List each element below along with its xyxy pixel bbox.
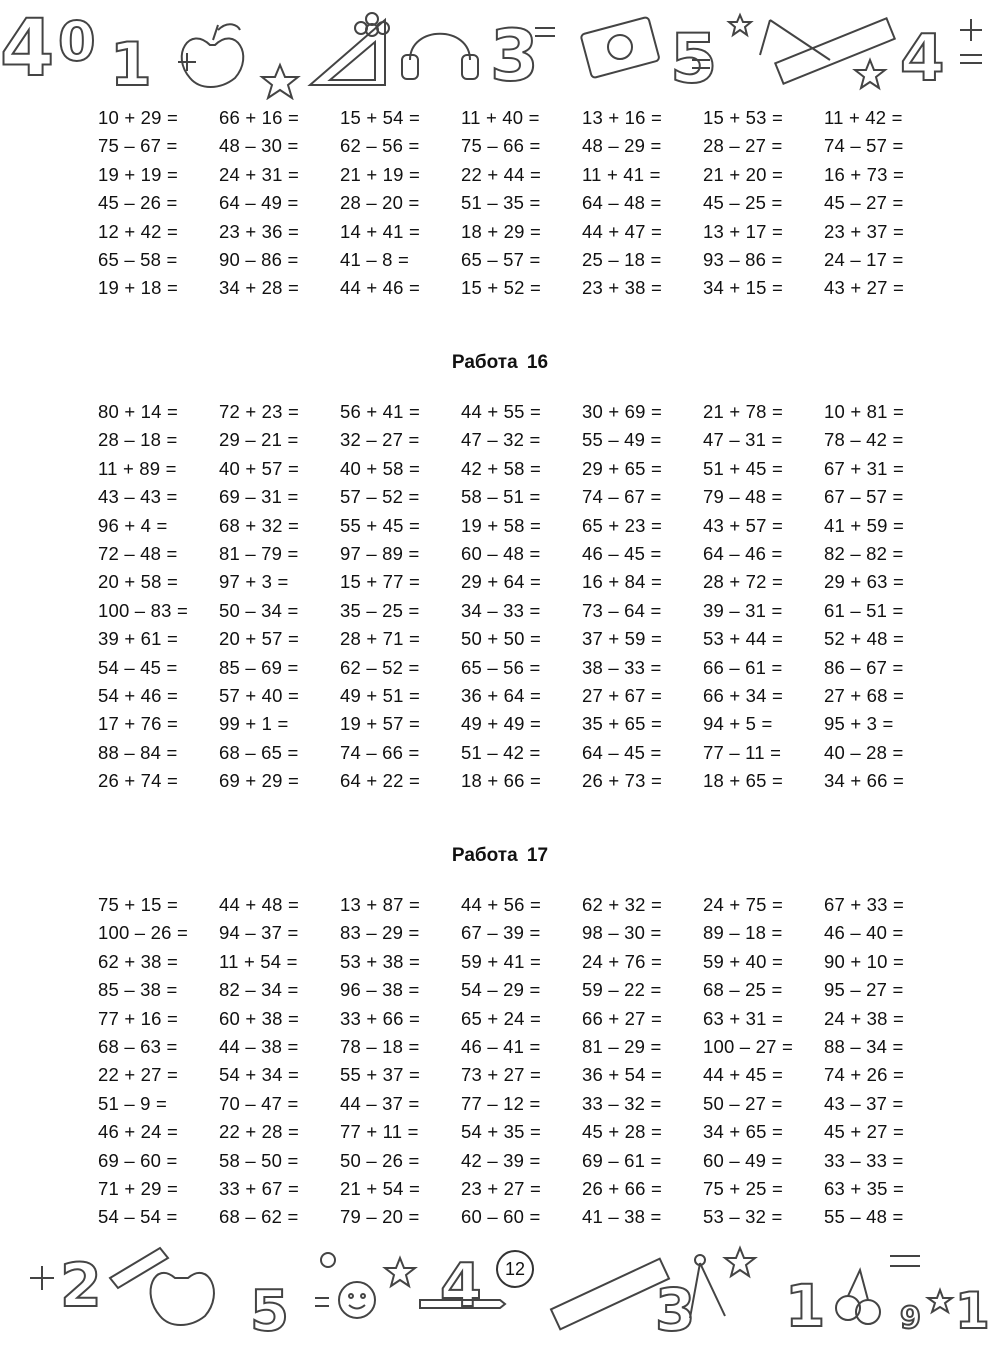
- exercise-item: 74 + 26 =: [824, 1064, 904, 1086]
- exercise-item: 64 – 49 =: [219, 192, 299, 214]
- exercise-item: 62 + 32 =: [582, 894, 662, 915]
- exercise-item: 24 – 17 =: [824, 248, 904, 270]
- exercise-item: 21 + 20 =: [703, 163, 783, 185]
- exercise-item: 88 – 84 =: [98, 741, 178, 763]
- exercise-grid-work-16: [98, 398, 958, 795]
- exercise-item: 50 + 50 =: [461, 628, 541, 650]
- exercise-item: 28 + 71 =: [340, 628, 420, 650]
- exercise-item: 13 + 87 =: [340, 894, 420, 915]
- exercise-item: 60 – 49 =: [703, 1149, 783, 1171]
- exercise-item: 90 + 10 =: [824, 950, 904, 972]
- exercise-item: 44 – 37 =: [340, 1092, 420, 1114]
- exercise-item: 65 – 56 =: [461, 656, 541, 678]
- svg-text:5: 5: [670, 20, 718, 99]
- exercise-item: 35 + 65 =: [582, 713, 662, 735]
- exercise-item: 60 + 38 =: [219, 1007, 299, 1029]
- exercise-item: 15 + 53 =: [703, 107, 783, 128]
- exercise-item: 40 – 28 =: [824, 741, 904, 763]
- exercise-item: 63 + 31 =: [703, 1007, 783, 1029]
- exercise-item: 100 – 83 =: [98, 599, 188, 621]
- exercise-item: 21 + 19 =: [340, 163, 420, 185]
- exercise-grid-work-17: [98, 891, 958, 1232]
- exercise-item: 33 – 33 =: [824, 1149, 904, 1171]
- exercise-item: 44 – 38 =: [219, 1035, 299, 1057]
- exercise-item: 37 + 59 =: [582, 628, 662, 650]
- exercise-item: 22 + 27 =: [98, 1064, 178, 1086]
- section-heading-work-17: Работа 17: [451, 845, 549, 866]
- exercise-item: 60 – 60 =: [461, 1206, 541, 1228]
- exercise-item: 13 + 17 =: [703, 220, 783, 242]
- exercise-item: 40 + 58 =: [340, 457, 420, 479]
- exercise-item: 23 + 36 =: [219, 220, 299, 242]
- exercise-item: 44 + 48 =: [219, 894, 299, 915]
- exercise-item: 41 – 8 =: [340, 248, 409, 270]
- exercise-item: 64 + 22 =: [340, 770, 420, 792]
- exercise-item: 62 – 52 =: [340, 656, 420, 678]
- exercise-item: 79 – 48 =: [703, 486, 783, 508]
- exercise-item: 34 + 28 =: [219, 277, 299, 299]
- exercise-item: 21 + 54 =: [340, 1177, 420, 1199]
- exercise-item: 72 – 48 =: [98, 542, 178, 564]
- exercise-item: 89 – 18 =: [703, 922, 783, 944]
- exercise-grid-continued: [98, 104, 958, 303]
- exercise-item: 57 – 52 =: [340, 486, 420, 508]
- exercise-item: 19 + 19 =: [98, 163, 178, 185]
- exercise-item: 73 – 64 =: [582, 599, 662, 621]
- exercise-item: 19 + 18 =: [98, 277, 178, 299]
- exercise-item: 51 – 35 =: [461, 192, 541, 214]
- exercise-item: 39 + 61 =: [98, 628, 178, 650]
- exercise-item: 23 + 38 =: [582, 277, 662, 299]
- exercise-item: 29 + 63 =: [824, 571, 904, 593]
- svg-text:1: 1: [110, 30, 152, 100]
- exercise-item: 13 + 16 =: [582, 107, 662, 128]
- exercise-item: 94 + 5 =: [703, 713, 773, 735]
- exercise-item: 45 – 27 =: [824, 192, 904, 214]
- exercise-item: 45 + 28 =: [582, 1121, 662, 1143]
- exercise-item: 28 + 72 =: [703, 571, 783, 593]
- exercise-item: 21 + 78 =: [703, 401, 783, 422]
- exercise-item: 56 + 41 =: [340, 401, 420, 422]
- exercise-item: 74 – 57 =: [824, 135, 904, 157]
- exercise-item: 46 – 41 =: [461, 1035, 541, 1057]
- exercise-item: 69 – 31 =: [219, 486, 299, 508]
- exercise-item: 54 – 54 =: [98, 1206, 178, 1228]
- exercise-item: 96 + 4 =: [98, 514, 168, 536]
- exercise-item: 11 + 89 =: [98, 457, 177, 479]
- exercise-item: 24 + 38 =: [824, 1007, 904, 1029]
- exercise-item: 46 – 40 =: [824, 922, 904, 944]
- exercise-item: 46 + 24 =: [98, 1121, 178, 1143]
- doodle-illustration: [0, 0, 1000, 100]
- exercise-item: 62 – 56 =: [340, 135, 420, 157]
- exercise-item: 26 + 74 =: [98, 770, 178, 792]
- exercise-item: 33 + 66 =: [340, 1007, 420, 1029]
- exercise-item: 75 – 66 =: [461, 135, 541, 157]
- top-decorative-banner: [0, 0, 1000, 100]
- exercise-item: 67 + 31 =: [824, 457, 904, 479]
- exercise-item: 68 + 32 =: [219, 514, 299, 536]
- exercise-item: 55 + 37 =: [340, 1064, 420, 1086]
- exercise-item: 100 – 26 =: [98, 922, 188, 944]
- exercise-item: 44 + 45 =: [703, 1064, 783, 1086]
- exercise-item: 48 – 30 =: [219, 135, 299, 157]
- exercise-item: 27 + 68 =: [824, 684, 904, 706]
- exercise-item: 75 + 15 =: [98, 894, 178, 915]
- exercise-item: 69 – 60 =: [98, 1149, 178, 1171]
- svg-text:4: 4: [900, 22, 945, 96]
- exercise-item: 90 – 86 =: [219, 248, 299, 270]
- exercise-item: 83 – 29 =: [340, 922, 420, 944]
- exercise-item: 44 + 46 =: [340, 277, 420, 299]
- exercise-item: 23 + 27 =: [461, 1177, 541, 1199]
- exercise-item: 10 + 81 =: [824, 401, 904, 422]
- exercise-item: 57 + 40 =: [219, 684, 299, 706]
- svg-text:3: 3: [655, 1276, 696, 1338]
- exercise-item: 11 + 54 =: [219, 950, 298, 972]
- exercise-item: 17 + 76 =: [98, 713, 178, 735]
- exercise-item: 15 + 77 =: [340, 571, 420, 593]
- exercise-item: 75 – 67 =: [98, 135, 178, 157]
- exercise-item: 54 + 46 =: [98, 684, 178, 706]
- exercise-item: 77 – 12 =: [461, 1092, 541, 1114]
- exercise-item: 95 + 3 =: [824, 713, 894, 735]
- exercise-item: 71 + 29 =: [98, 1177, 178, 1199]
- exercise-item: 32 – 27 =: [340, 429, 420, 451]
- exercise-item: 44 + 55 =: [461, 401, 541, 422]
- exercise-item: 46 – 45 =: [582, 542, 662, 564]
- exercise-item: 72 + 23 =: [219, 401, 299, 422]
- exercise-item: 34 + 66 =: [824, 770, 904, 792]
- exercise-item: 61 – 51 =: [824, 599, 904, 621]
- exercise-item: 50 – 26 =: [340, 1149, 420, 1171]
- exercise-item: 55 – 49 =: [582, 429, 662, 451]
- exercise-item: 59 – 22 =: [582, 979, 662, 1001]
- exercise-item: 43 – 37 =: [824, 1092, 904, 1114]
- exercise-item: 29 + 65 =: [582, 457, 662, 479]
- exercise-item: 63 + 35 =: [824, 1177, 904, 1199]
- exercise-item: 66 + 34 =: [703, 684, 783, 706]
- exercise-item: 85 – 69 =: [219, 656, 299, 678]
- exercise-item: 42 + 58 =: [461, 457, 541, 479]
- exercise-item: 62 + 38 =: [98, 950, 178, 972]
- exercise-item: 85 – 38 =: [98, 979, 178, 1001]
- exercise-item: 79 – 20 =: [340, 1206, 420, 1228]
- exercise-item: 67 + 33 =: [824, 894, 904, 915]
- exercise-item: 26 + 73 =: [582, 770, 662, 792]
- exercise-item: 54 – 45 =: [98, 656, 178, 678]
- exercise-item: 22 + 28 =: [219, 1121, 299, 1143]
- exercise-item: 16 + 84 =: [582, 571, 662, 593]
- exercise-item: 80 + 14 =: [98, 401, 178, 422]
- exercise-item: 24 + 75 =: [703, 894, 783, 915]
- exercise-item: 50 – 34 =: [219, 599, 299, 621]
- exercise-item: 22 + 44 =: [461, 163, 541, 185]
- page-number: 12: [496, 1250, 534, 1288]
- exercise-item: 58 – 50 =: [219, 1149, 299, 1171]
- exercise-item: 65 + 24 =: [461, 1007, 541, 1029]
- exercise-item: 78 – 42 =: [824, 429, 904, 451]
- exercise-item: 33 + 67 =: [219, 1177, 299, 1199]
- exercise-item: 50 – 27 =: [703, 1092, 783, 1114]
- exercise-item: 74 – 67 =: [582, 486, 662, 508]
- exercise-item: 86 – 67 =: [824, 656, 904, 678]
- exercise-item: 30 + 69 =: [582, 401, 662, 422]
- exercise-item: 64 – 46 =: [703, 542, 783, 564]
- exercise-item: 20 + 58 =: [98, 571, 178, 593]
- exercise-item: 35 – 25 =: [340, 599, 420, 621]
- exercise-item: 53 – 32 =: [703, 1206, 783, 1228]
- svg-text:4: 4: [440, 1251, 482, 1321]
- svg-text:3: 3: [490, 15, 539, 97]
- exercise-item: 28 – 20 =: [340, 192, 420, 214]
- exercise-item: 28 – 18 =: [98, 429, 178, 451]
- exercise-item: 78 – 18 =: [340, 1035, 420, 1057]
- exercise-item: 29 – 21 =: [219, 429, 299, 451]
- exercise-item: 34 – 33 =: [461, 599, 541, 621]
- exercise-item: 49 + 51 =: [340, 684, 420, 706]
- exercise-item: 44 + 56 =: [461, 894, 541, 915]
- exercise-item: 96 – 38 =: [340, 979, 420, 1001]
- exercise-item: 64 – 45 =: [582, 741, 662, 763]
- exercise-item: 77 + 16 =: [98, 1007, 178, 1029]
- exercise-item: 75 + 25 =: [703, 1177, 783, 1199]
- exercise-item: 58 – 51 =: [461, 486, 541, 508]
- exercise-item: 23 + 37 =: [824, 220, 904, 242]
- exercise-item: 97 – 89 =: [340, 542, 420, 564]
- exercise-item: 47 – 31 =: [703, 429, 783, 451]
- exercise-item: 45 + 27 =: [824, 1121, 904, 1143]
- exercise-item: 19 + 57 =: [340, 713, 420, 735]
- svg-text:5: 5: [250, 1279, 289, 1338]
- exercise-item: 77 – 11 =: [703, 741, 782, 763]
- exercise-item: 24 + 76 =: [582, 950, 662, 972]
- exercise-item: 45 – 25 =: [703, 192, 783, 214]
- exercise-item: 34 + 15 =: [703, 277, 783, 299]
- exercise-item: 36 + 64 =: [461, 684, 541, 706]
- exercise-item: 27 + 67 =: [582, 684, 662, 706]
- bottom-decorative-banner: [0, 1238, 1000, 1338]
- exercise-item: 28 – 27 =: [703, 135, 783, 157]
- exercise-item: 42 – 39 =: [461, 1149, 541, 1171]
- exercise-item: 11 + 41 =: [582, 163, 661, 185]
- exercise-item: 66 – 61 =: [703, 656, 783, 678]
- exercise-item: 81 – 29 =: [582, 1035, 662, 1057]
- exercise-item: 65 – 58 =: [98, 248, 178, 270]
- exercise-item: 25 – 18 =: [582, 248, 662, 270]
- exercise-item: 67 – 57 =: [824, 486, 904, 508]
- exercise-item: 52 + 48 =: [824, 628, 904, 650]
- exercise-item: 38 – 33 =: [582, 656, 662, 678]
- svg-text:4: 4: [0, 4, 55, 94]
- exercise-item: 41 – 38 =: [582, 1206, 662, 1228]
- exercise-item: 16 + 73 =: [824, 163, 904, 185]
- exercise-item: 100 – 27 =: [703, 1035, 793, 1057]
- exercise-item: 47 – 32 =: [461, 429, 541, 451]
- exercise-item: 95 – 27 =: [824, 979, 904, 1001]
- exercise-item: 40 + 57 =: [219, 457, 299, 479]
- exercise-item: 94 – 37 =: [219, 922, 299, 944]
- exercise-item: 45 – 26 =: [98, 192, 178, 214]
- exercise-item: 97 + 3 =: [219, 571, 289, 593]
- exercise-item: 74 – 66 =: [340, 741, 420, 763]
- exercise-item: 24 + 31 =: [219, 163, 299, 185]
- exercise-item: 64 – 48 =: [582, 192, 662, 214]
- exercise-item: 53 + 38 =: [340, 950, 420, 972]
- exercise-item: 68 – 25 =: [703, 979, 783, 1001]
- exercise-item: 18 + 66 =: [461, 770, 541, 792]
- exercise-item: 26 + 66 =: [582, 1177, 662, 1199]
- exercise-item: 49 + 49 =: [461, 713, 541, 735]
- exercise-item: 82 – 34 =: [219, 979, 299, 1001]
- exercise-item: 18 + 29 =: [461, 220, 541, 242]
- exercise-item: 20 + 57 =: [219, 628, 299, 650]
- exercise-item: 43 + 57 =: [703, 514, 783, 536]
- exercise-item: 68 – 62 =: [219, 1206, 299, 1228]
- exercise-item: 73 + 27 =: [461, 1064, 541, 1086]
- exercise-item: 60 – 48 =: [461, 542, 541, 564]
- exercise-item: 48 – 29 =: [582, 135, 662, 157]
- exercise-item: 51 + 45 =: [703, 457, 783, 479]
- exercise-item: 19 + 58 =: [461, 514, 541, 536]
- svg-text:1: 1: [785, 1272, 826, 1338]
- exercise-item: 88 – 34 =: [824, 1035, 904, 1057]
- svg-text:1: 1: [955, 1282, 990, 1338]
- svg-text:9: 9: [900, 1301, 921, 1336]
- exercise-item: 98 – 30 =: [582, 922, 662, 944]
- exercise-item: 99 + 1 =: [219, 713, 289, 735]
- exercise-item: 12 + 42 =: [98, 220, 178, 242]
- exercise-item: 44 + 47 =: [582, 220, 662, 242]
- exercise-item: 77 + 11 =: [340, 1121, 419, 1143]
- exercise-item: 65 – 57 =: [461, 248, 541, 270]
- exercise-item: 34 + 65 =: [703, 1121, 783, 1143]
- exercise-item: 55 + 45 =: [340, 514, 420, 536]
- exercise-item: 65 + 23 =: [582, 514, 662, 536]
- exercise-item: 54 – 29 =: [461, 979, 541, 1001]
- exercise-item: 18 + 65 =: [703, 770, 783, 792]
- exercise-item: 43 – 43 =: [98, 486, 178, 508]
- exercise-item: 68 – 65 =: [219, 741, 299, 763]
- doodle-illustration: [0, 1238, 1000, 1338]
- exercise-item: 82 – 82 =: [824, 542, 904, 564]
- svg-text:2: 2: [60, 1251, 102, 1321]
- exercise-item: 15 + 54 =: [340, 107, 420, 128]
- exercise-item: 14 + 41 =: [340, 220, 420, 242]
- exercise-item: 68 – 63 =: [98, 1035, 178, 1057]
- exercise-item: 70 – 47 =: [219, 1092, 299, 1114]
- exercise-item: 69 – 61 =: [582, 1149, 662, 1171]
- exercise-item: 69 + 29 =: [219, 770, 299, 792]
- exercise-item: 33 – 32 =: [582, 1092, 662, 1114]
- exercise-item: 15 + 52 =: [461, 277, 541, 299]
- exercise-item: 53 + 44 =: [703, 628, 783, 650]
- exercise-item: 81 – 79 =: [219, 542, 299, 564]
- exercise-item: 10 + 29 =: [98, 107, 178, 128]
- exercise-item: 66 + 16 =: [219, 107, 299, 128]
- exercise-item: 54 + 34 =: [219, 1064, 299, 1086]
- exercise-item: 51 – 9 =: [98, 1092, 167, 1114]
- exercise-item: 39 – 31 =: [703, 599, 783, 621]
- exercise-item: 36 + 54 =: [582, 1064, 662, 1086]
- exercise-item: 54 + 35 =: [461, 1121, 541, 1143]
- exercise-item: 11 + 40 =: [461, 107, 540, 128]
- exercise-item: 66 + 27 =: [582, 1007, 662, 1029]
- svg-text:0: 0: [58, 10, 96, 73]
- exercise-item: 55 – 48 =: [824, 1206, 904, 1228]
- exercise-item: 67 – 39 =: [461, 922, 541, 944]
- exercise-item: 29 + 64 =: [461, 571, 541, 593]
- exercise-item: 93 – 86 =: [703, 248, 783, 270]
- exercise-item: 11 + 42 =: [824, 107, 903, 128]
- exercise-item: 41 + 59 =: [824, 514, 904, 536]
- section-heading-work-16: Работа 16: [451, 352, 549, 373]
- exercise-item: 59 + 40 =: [703, 950, 783, 972]
- exercise-item: 59 + 41 =: [461, 950, 541, 972]
- exercise-item: 43 + 27 =: [824, 277, 904, 299]
- exercise-item: 51 – 42 =: [461, 741, 541, 763]
